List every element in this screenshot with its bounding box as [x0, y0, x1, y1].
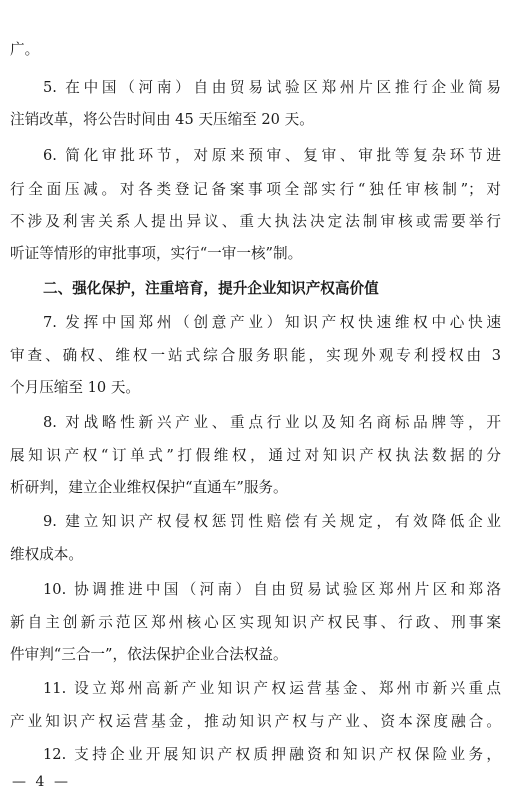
- paragraph-9-line-1: 9. 建立知识产权侵权惩罚性赔偿有关规定，有效降低企业: [43, 513, 501, 530]
- paragraph-9-line-2: 维权成本。: [10, 546, 83, 563]
- section-heading: 二、强化保护，注重培育，提升企业知识产权高价值: [43, 280, 379, 297]
- paragraph-10-line-3: 件审判“三合一”，依法保护企业合法权益。: [10, 646, 288, 663]
- paragraph-10-line-1: 10. 协调推进中国（河南）自由贸易试验区郑州片区和郑洛: [43, 581, 501, 598]
- paragraph-7-line-1: 7. 发挥中国郑州（创意产业）知识产权快速维权中心快速: [43, 314, 501, 331]
- text-line: 广。: [10, 41, 40, 58]
- paragraph-7-line-3: 个月压缩至 10 天。: [10, 379, 141, 396]
- paragraph-6-line-4: 听证等情形的审批事项，实行“一审一核”制。: [10, 245, 303, 262]
- paragraph-7-line-2: 审查、确权、维权一站式综合服务职能，实现外观专利授权由 3: [10, 347, 501, 364]
- paragraph-8-line-1: 8. 对战略性新兴产业、重点行业以及知名商标品牌等，开: [43, 414, 501, 431]
- page-footer: [10, 772, 70, 792]
- page-number: 4: [35, 774, 45, 790]
- footer-dash-left: —: [12, 774, 26, 790]
- paragraph-8-line-3: 析研判，建立企业维权保护“直通车”服务。: [10, 479, 288, 496]
- paragraph-8-line-2: 展知识产权“订单式”打假维权，通过对知识产权执法数据的分: [10, 447, 501, 464]
- paragraph-12-line-1: 12. 支持企业开展知识产权质押融资和知识产权保险业务，: [43, 746, 501, 763]
- paragraph-11-line-2: 产业知识产权运营基金，推动知识产权与产业、资本深度融合。: [10, 713, 501, 730]
- paragraph-5-line-1: 5. 在中国（河南）自由贸易试验区郑州片区推行企业简易: [43, 79, 501, 96]
- paragraph-5-line-2: 注销改革，将公告时间由 45 天压缩至 20 天。: [10, 111, 314, 128]
- paragraph-11-line-1: 11. 设立郑州高新产业知识产权运营基金、郑州市新兴重点: [43, 680, 501, 697]
- paragraph-6-line-2: 行全面压减。对各类登记备案事项全部实行“独任审核制”；对: [10, 181, 501, 198]
- paragraph-10-line-2: 新自主创新示范区郑州核心区实现知识产权民事、行政、刑事案: [10, 614, 501, 631]
- paragraph-6-line-3: 不涉及利害关系人提出异议、重大执法决定法制审核或需要举行: [10, 213, 501, 230]
- footer-dash-right: —: [54, 774, 68, 790]
- paragraph-6-line-1: 6. 简化审批环节，对原来预审、复审、审批等复杂环节进: [43, 147, 501, 164]
